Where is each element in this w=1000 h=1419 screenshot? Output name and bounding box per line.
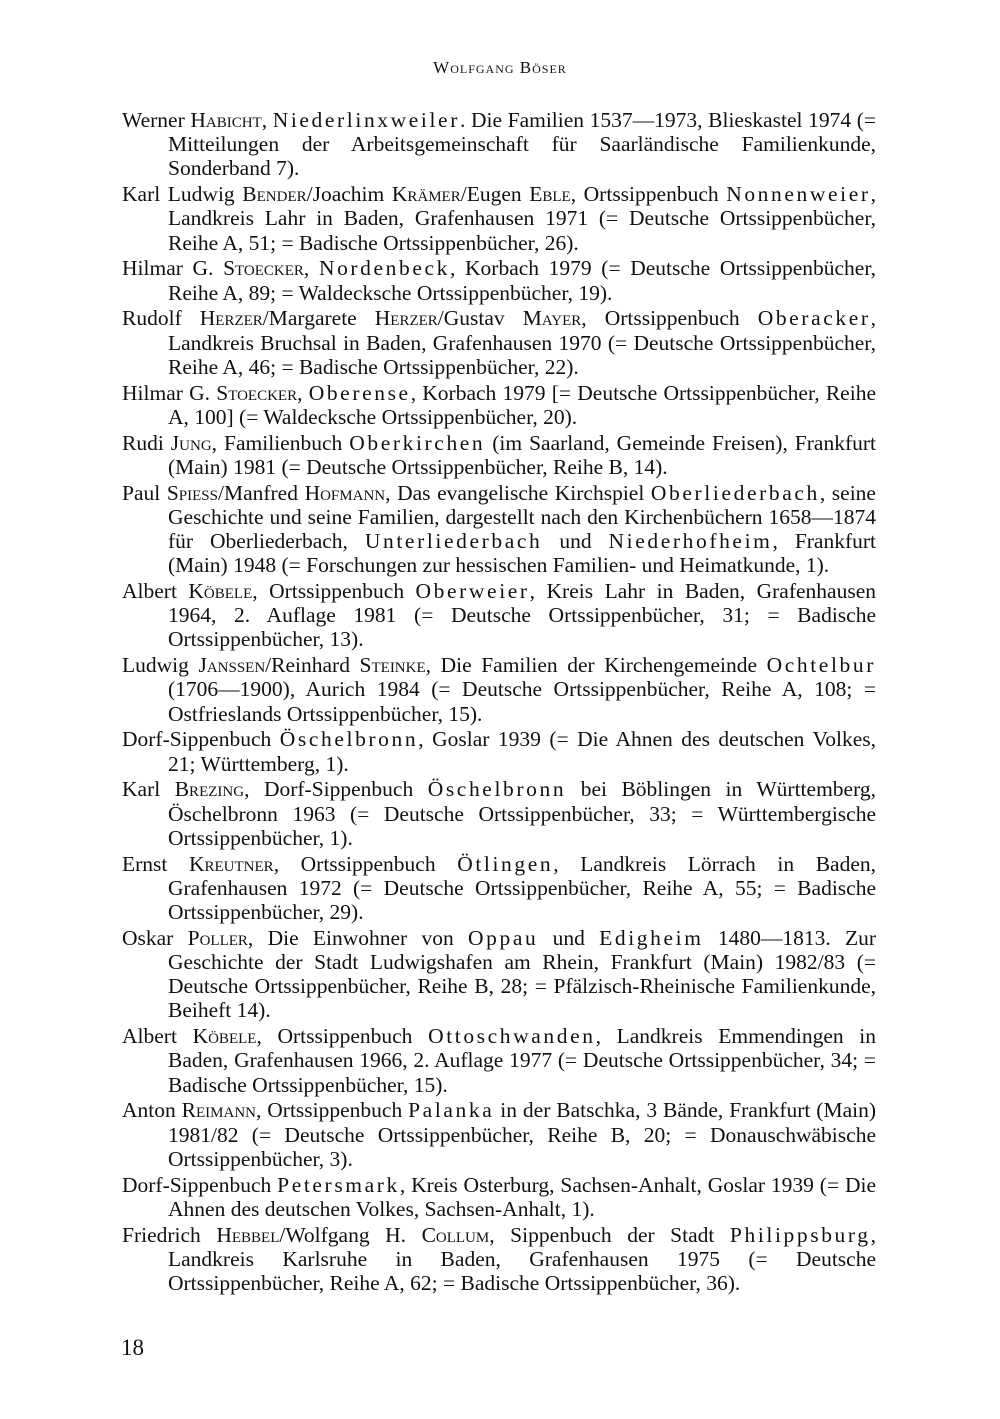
entry-text: und	[542, 529, 609, 554]
bibliography-entry	[122, 306, 876, 379]
entry-text: , Landkreis Emmendingen in Baden, Grafenhausen 1966, 2. Auflage 1977 (= Deutsche Ortssippenbücher, 34; = Badische Ortssippenbücher, 15).	[168, 1024, 876, 1097]
entry-text: Werner	[122, 108, 191, 132]
entry-text: , Ortssippenbuch	[570, 182, 727, 207]
entry-text: ,	[303, 256, 319, 281]
entry-text: und	[538, 925, 600, 950]
entry-text: , Landkreis Lörrach in Baden, Grafenhausen 1972 (= Deutsche Ortssippenbücher, Reihe A, 55; = Badische Ortssippenbücher, 29).	[168, 851, 877, 925]
bibliography-entry	[122, 1223, 876, 1296]
author-surname: Hebbel	[216, 1222, 280, 1247]
bibliography-entry	[122, 481, 876, 578]
entry-text: /Eugen	[460, 182, 530, 207]
author-surname: Köbele	[188, 579, 253, 604]
entry-text: , Korbach 1979 (= Deutsche Ortssippenbücher, Reihe A, 89; = Waldecksche Ortssippenbücher, 19).	[168, 256, 876, 305]
place-name: Palanka	[408, 1098, 495, 1123]
place-name: Oberense	[308, 380, 411, 405]
entry-text: , Goslar 1939 (= Die Ahnen des deutschen Volkes, 21; Württemberg, 1).	[168, 727, 876, 776]
entry-text: Karl	[122, 777, 175, 802]
author-surname: Janssen	[198, 653, 266, 678]
entry-text: Paul	[122, 480, 167, 505]
entry-text: , Sippenbuch der Stadt	[489, 1222, 730, 1247]
author-surname: Eble	[529, 182, 571, 207]
entry-text: , Landkreis Lahr in Baden, Grafenhausen 1971 (= Deutsche Ortssippenbücher, Reihe A, 51; = Badische Ortssippenbücher, 26).	[168, 182, 876, 255]
entry-text: , Landkreis Bruchsal in Baden, Grafenhausen 1970 (= Deutsche Ortssippenbücher, Reihe A, 46; = Badische Ortssippenbücher, 22).	[168, 306, 876, 379]
entry-text: Dorf-Sippenbuch	[122, 727, 280, 752]
bibliography-entry	[122, 1098, 876, 1171]
entry-text: , Ortssippenbuch	[256, 1024, 429, 1049]
entry-text: 1480—1813. Zur Geschichte der Stadt Ludwigshafen am Rhein, Frankfurt (Main) 1982/83 (= Deutsche Ortssippenbücher, Reihe B, 28; = Pfälzisch-Rheinische Familienkunde, Beiheft 14).	[168, 925, 877, 1023]
entry-text: , Dorf-Sippenbuch	[244, 777, 428, 802]
entry-text: /Margarete	[262, 306, 375, 331]
place-name: Oberweier	[415, 579, 530, 604]
bibliography-entry	[122, 653, 876, 726]
place-name: Edigheim	[599, 925, 704, 950]
entry-text: , Korbach 1979 [= Deutsche Ortssippenbücher, Reihe A, 100] (= Waldecksche Ortssippenbücher, 20).	[168, 380, 876, 429]
entry-text: Ludwig	[122, 653, 199, 678]
place-name: Philippsburg	[729, 1222, 871, 1247]
bibliography-entry	[122, 579, 876, 652]
author-surname: Jung	[170, 430, 212, 455]
author-surname: Habicht	[190, 108, 262, 132]
bibliography-entry	[122, 852, 876, 925]
entry-text: Dorf-Sippenbuch	[122, 1172, 278, 1197]
author-surname: Reimann	[181, 1098, 256, 1123]
entry-text: Anton	[122, 1098, 182, 1123]
place-name: Ochtelbur	[766, 653, 876, 678]
entry-text: , Frankfurt (Main) 1948 (= Forschungen zur hessischen Familien- und Heimatkunde, 1).	[168, 529, 877, 578]
entry-text: , Ortssippenbuch	[256, 1098, 409, 1123]
entry-text: , seine Geschichte und seine Familien, dargestellt nach den Kirchenbüchern 1658—1874 für Oberliederbach,	[168, 480, 876, 554]
author-surname: Krämer	[391, 182, 461, 207]
author-surname: Hofmann	[304, 480, 386, 505]
place-name: Unterliederbach	[364, 529, 543, 554]
place-name: Öschelbronn	[279, 727, 419, 752]
author-surname: Stoecker	[216, 380, 298, 405]
entry-text: Hilmar G.	[122, 380, 217, 405]
entry-text: , Familienbuch	[211, 430, 350, 455]
entry-text: Karl Ludwig	[122, 182, 243, 207]
entry-text: , Ortssippenbuch	[581, 306, 758, 331]
author-surname: Herzer	[374, 306, 438, 331]
bibliography-entry	[122, 1173, 876, 1221]
entry-text: ,	[297, 380, 309, 405]
entry-text: in der Batschka, 3 Bände, Frankfurt (Main) 1981/82 (= Deutsche Ortssippenbücher, Reihe B, 20; = Donauschwäbische Ortssippenbücher, 3).	[168, 1098, 876, 1171]
author-surname: Mayer	[522, 306, 582, 331]
entry-text: ,	[261, 108, 273, 132]
author-surname: Köbele	[192, 1024, 257, 1049]
place-name: Nonnenweier	[726, 182, 871, 207]
entry-text: /Wolfgang H.	[279, 1222, 422, 1247]
entry-text: Oskar	[122, 925, 188, 950]
bibliography-list	[122, 108, 876, 1297]
entry-text: , Die Familien der Kirchengemeinde	[425, 653, 767, 678]
bibliography-entry	[122, 1024, 876, 1097]
bibliography-entry	[122, 182, 876, 255]
entry-text: , Kreis Lahr in Baden, Grafenhausen 1964, 2. Auflage 1981 (= Deutsche Ortssippenbücher, 31; = Badische Ortssippenbücher, 13).	[168, 579, 876, 652]
entry-text: bei Böblingen in Württemberg, Öschelbronn 1963 (= Deutsche Ortssippenbücher, 33; = Württembergische Ortssippenbücher, 1).	[168, 777, 876, 850]
place-name: Oberliederbach	[650, 480, 820, 505]
place-name: Oppau	[468, 925, 539, 950]
author-surname: Herzer	[199, 306, 263, 331]
bibliography-entry	[122, 256, 876, 304]
author-surname: Poller	[187, 925, 248, 950]
entry-text: , Das evangelische Kirchspiel	[385, 480, 651, 505]
bibliography-entry	[122, 926, 876, 1023]
place-name: Öschelbronn	[427, 777, 567, 802]
author-surname: Spiess	[166, 480, 218, 505]
entry-text: Friedrich	[122, 1222, 217, 1247]
entry-text: Ernst	[122, 851, 189, 876]
entry-text: /Joachim	[306, 182, 392, 207]
entry-text: /Manfred	[217, 480, 305, 505]
running-head: Wolfgang Böser	[433, 58, 567, 77]
place-name: Niederhofheim	[608, 529, 773, 554]
bibliography-entry	[122, 381, 876, 429]
author-surname: Bender	[242, 182, 307, 207]
entry-text: Hilmar G.	[122, 256, 224, 281]
bibliography-entry	[122, 108, 876, 181]
place-name: Oberkirchen	[349, 430, 486, 455]
place-name: Ötlingen	[457, 851, 554, 876]
entry-text: Albert	[122, 579, 189, 604]
author-surname: Collum	[421, 1222, 490, 1247]
place-name: Niederlinxweiler	[272, 108, 460, 132]
entry-text: Rudi	[122, 430, 171, 455]
bibliography-entry	[122, 727, 876, 775]
author-surname: Kreutner	[188, 851, 274, 876]
bibliography-entry	[122, 431, 876, 479]
entry-text: . Die Familien 1537—1973, Blieskastel 1974 (= Mitteilungen der Arbeitsgemeinschaft für Saarländische Familienkunde, Sonderband 7).	[168, 108, 876, 181]
entry-text: , Ortssippenbuch	[252, 579, 416, 604]
entry-text: , Ortssippenbuch	[273, 851, 458, 876]
entry-text: /Reinhard	[265, 653, 360, 678]
place-name: Oberacker	[757, 306, 871, 331]
bibliography-entry	[122, 777, 876, 850]
entry-text: (im Saarland, Gemeinde Freisen), Frankfurt (Main) 1981 (= Deutsche Ortssippenbücher, Reihe B, 14).	[168, 430, 876, 479]
author-surname: Stoecker	[223, 256, 304, 281]
entry-text: /Gustav	[437, 306, 523, 331]
place-name: Nordenbeck	[318, 256, 451, 281]
entry-text: , Landkreis Karlsruhe in Baden, Grafenhausen 1975 (= Deutsche Ortssippenbücher, Reihe A, 62; = Badische Ortssippenbücher, 36).	[168, 1222, 876, 1296]
place-name: Petersmark	[277, 1172, 400, 1197]
entry-text: (1706—1900), Aurich 1984 (= Deutsche Ortssippenbücher, Reihe A, 108; = Ostfrieslands Ortssippenbücher, 15).	[168, 677, 876, 726]
author-surname: Steinke	[359, 653, 426, 678]
page-number: 18	[121, 1335, 144, 1360]
entry-text: Albert	[122, 1024, 193, 1049]
entry-text: , Die Einwohner von	[247, 925, 469, 950]
place-name: Ottoschwanden	[428, 1024, 596, 1049]
author-surname: Brezing	[174, 777, 245, 802]
entry-text: Rudolf	[122, 306, 200, 331]
entry-text: , Kreis Osterburg, Sachsen-Anhalt, Goslar 1939 (= Die Ahnen des deutschen Volkes, Sachsen-Anhalt, 1).	[168, 1172, 876, 1221]
